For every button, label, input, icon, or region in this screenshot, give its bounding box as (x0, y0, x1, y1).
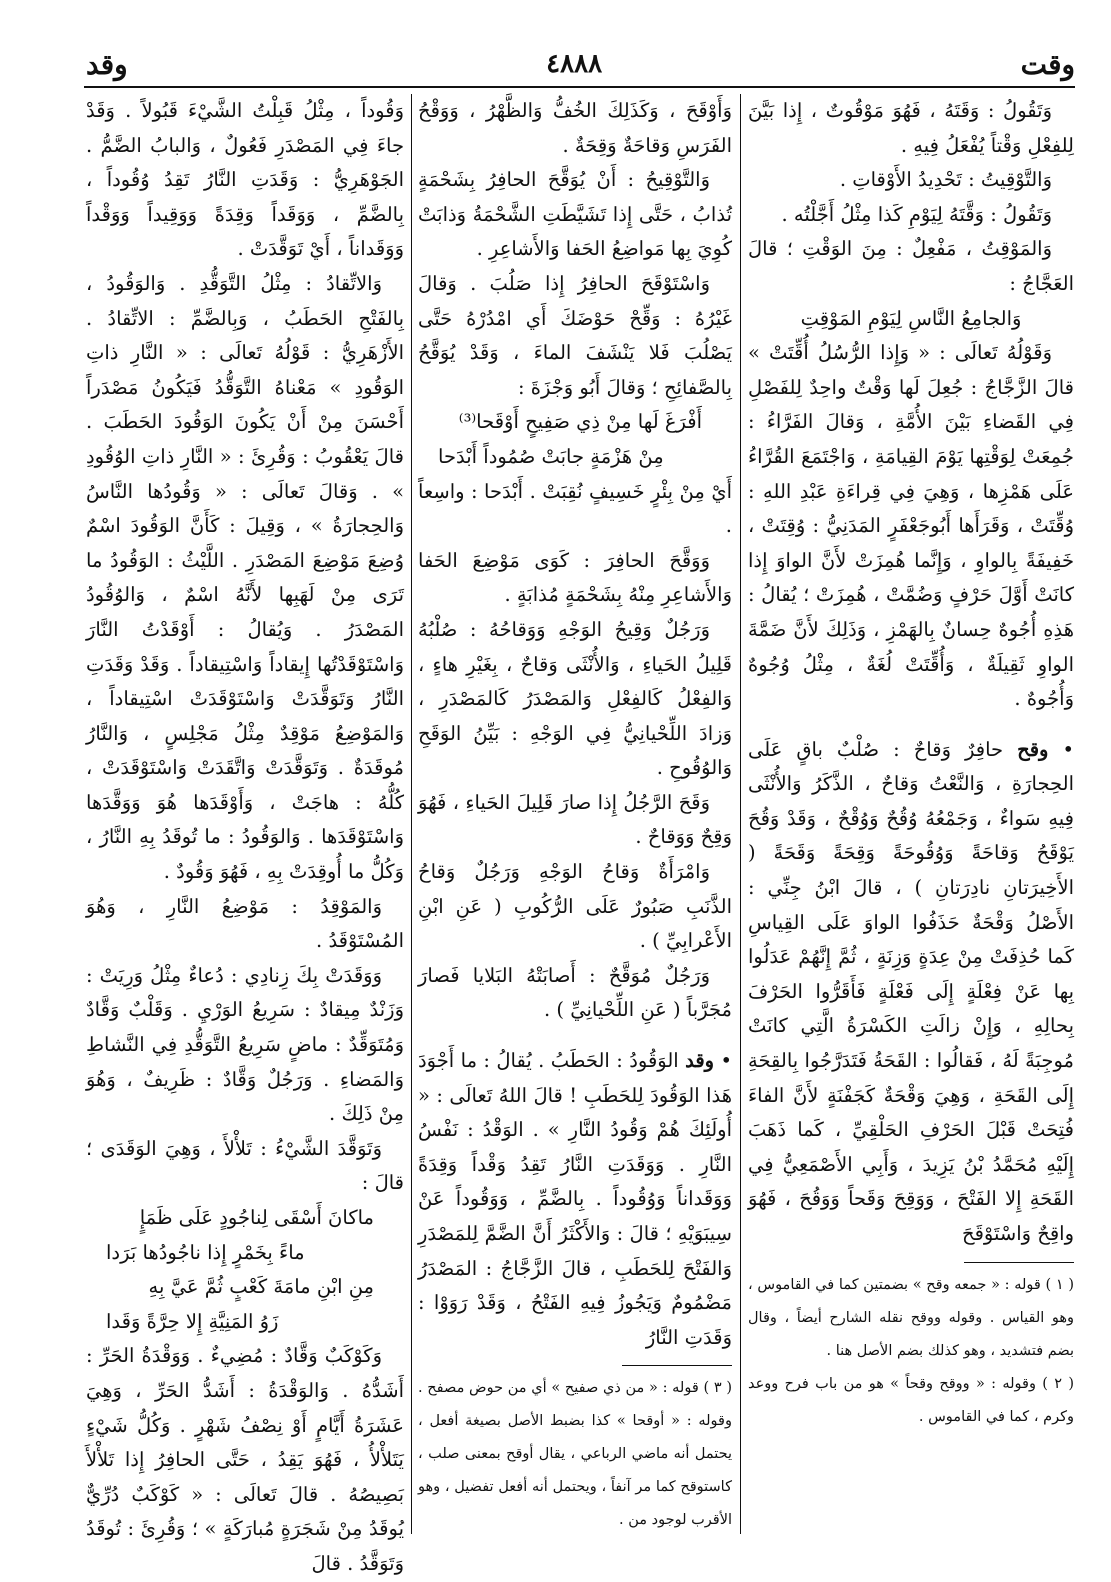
paragraph: أَيْ مِنْ بِئْرٍ خَسِيفٍ نُقِبَتْ . أَبْدَحا : واسِعاً . (418, 479, 732, 538)
paragraph: وَوَقَّحَ الحافِرَ : كَوَى مَوْضِعَ الحَفا وَالأَشاعِرِ مِنْهُ بِشَحْمَةٍ مُذابَةٍ . (418, 548, 732, 607)
paragraph: وَالتَّوْقِيتُ : تَحْدِيدُ الأَوْقاتِ . (839, 168, 1052, 192)
paragraph: وَالتَّوْقِيحُ : أَنْ يُوَقَّحَ الحافِرُ بِشَحْمَةٍ تُذابُ ، حَتَّى إِذا تَشَيَّطَتِ الشَّحْمَةُ وَذابَتْ كُوِيَ بِها مَواضِعُ الحَفا وَالأَشاعِرِ . (418, 168, 732, 261)
paragraph: وَقَحَ الرَّجُلُ إِذا صارَ قَلِيلَ الحَياءِ ، فَهُوَ وَقِحٌ وَوَقاحٌ . (418, 790, 732, 849)
column-divider (740, 94, 741, 1534)
header-rule (84, 86, 1075, 88)
column-middle (418, 94, 732, 1537)
paragraph: وَتَوَقَّدَ الشَّيْءُ : تَلأْلأَ ، وَهِيَ الوَقَدَى ؛ قالَ : (86, 1136, 404, 1195)
paragraph: وَقُوداً ، مِثْلُ قَبِلْتُ الشَّيْءَ قَبُولاً . وَقَدْ جاءَ فِي المَصْدَرِ فَعُولٌ ، وَالبابُ الضَّمُّ . الجَوْهَرِيُّ : وَقَدَتِ النَّارُ تَقِدُ وُقُوداً ، بِالضَّمِّ ، وَوَقَداً وَقِدَةً وَوَقِيداً وَوَقْداً وَوَقَداناً ، أَيْ تَوَقَّدَتْ . (86, 99, 404, 261)
paragraph: وَرَجُلٌ مُوَقَّحٌ : أَصابَتْهُ البَلايا فَصارَ مُجَرَّباً ( عَنِ اللِّحْيانِيِّ ) . (418, 963, 732, 1022)
paragraph: وَالمَوْقِدُ : مَوْضِعُ النَّارِ ، وَهُوَ المُسْتَوْقَدُ . (86, 894, 404, 953)
column-right (748, 94, 1074, 1434)
paragraph: وَامْرَأَةٌ وَقاحُ الوَجْهِ وَرَجُلٌ وَقاحُ الذَّنَبِ صَبُورٌ عَلَى الرُّكُوبِ ( عَنِ ابْنِ الأَعْرابِيِّ ) . (418, 860, 732, 953)
column-divider (411, 94, 412, 1534)
verse-line: مِنْ هَزْمَةٍ جابَتْ صُمُوداً أَبْدَحا (438, 444, 664, 468)
footnote-rule (622, 1365, 732, 1366)
verse-line: ماءً بِخَمْرٍ إِذا ناجُودُها بَرَدا (106, 1240, 305, 1264)
headword-left: وقد (86, 47, 128, 81)
paragraph: وَالمَوْقِتُ ، مَفْعِلٌ : مِنَ الوَقْتِ ؛ قالَ العَجَّاجُ : (748, 237, 1074, 295)
paragraph: وَتَقُولُ : وَقَتَهُ ، فَهُوَ مَوْقُوتٌ ، إِذا بَيَّنَ لِلفِعْلِ وَقْتاً يُفْعَلُ فِيهِ . (748, 99, 1074, 157)
entry-paragraph: • وقح حافِرٌ وَقاحٌ : صُلْبٌ باقٍ عَلَى الحِجارَةِ ، وَالنَّعْتُ وَقاحٌ ، الذَّكَرُ وَالأُنْثَى فِيهِ سَواءٌ ، وَجَمْعُهُ وُقُحٌ وَوُقْحٌ ، وَقَدْ وَقُحَ يَوْقَحُ وَقاحَةً وَوُقُوحَةً وَقِحَةً وَقَحَةً ( الأَخِيرَتانِ نادِرَتانِ ) ، قالَ ابْنُ جِنِّي : الأَصْلُ وَقْحَةٌ حَذَفُوا الواوَ عَلَى القِياسِ كَما حُذِفَتْ مِنْ عِدَةٍ وَزِنَةٍ ، ثُمَّ إِنَّهُمْ عَدَلُوا بِها عَنْ فِعْلَةٍ إِلَى فَعْلَةٍ فَأَقَرُّوا الحَرْفَ بِحالِهِ ، وَإِنْ زالَتِ الكَسْرَةُ الَّتِي كانَتْ مُوجِبَةً لَهُ ، فَقالُوا : القَحَةُ فَتَدَرَّجُوا بِالقِحَةِ إِلَى القَحَةِ ، وَهِيَ وَقْحَةٌ كَجَفْنَةٍ لأَنَّ الفاءَ فُتِحَتْ قَبْلَ الحَرْفِ الحَلْقِيِّ ، كَما ذَهَبَ إِلَيْهِ مُحَمَّدُ بْنُ يَزِيدَ ، وَأَبِي الأَصْمَعِيُّ فِي القَحَةِ إِلا الفَتْحَ ، وَوَقِحَ وَقَحاً وَوَقُحَ ، فَهُوَ واقِحٌ وَاسْتَوْقَحَ (748, 737, 1075, 1245)
page-number: ٤٨٨٨ (546, 49, 603, 79)
paragraph: وَوَقَدَتْ بِكَ زِنادِي : دُعاءٌ مِثْلُ وَرِيَتْ : وَزَنْدٌ مِيقادٌ : سَرِيعُ الوَرْيِ . وَقَلْبٌ وَقَّادٌ وَمُتَوَقِّدٌ : ماضٍ سَرِيعُ التَّوَقُّدِ فِي النَّشاطِ وَالمَضاءِ . وَرَجُلٌ وَقَّادٌ : ظَرِيفٌ ، وَهُوَ مِنْ ذَلِكَ . (86, 963, 404, 1126)
column-left (86, 94, 404, 1582)
entry-text: حافِرٌ وَقاحٌ : صُلْبٌ باقٍ عَلَى الحِجارَةِ ، وَالنَّعْتُ وَقاحٌ ، الذَّكَرُ وَالأُنْثَى فِيهِ سَواءٌ ، وَجَمْعُهُ وُقُحٌ وَوُقْحٌ ، وَقَدْ وَقُحَ يَوْقَحُ وَقاحَةً وَوُقُوحَةً وَقِحَةً وَقَحَةً ( الأَخِيرَتانِ نادِرَتانِ ) ، قالَ ابْنُ جِنِّي : الأَصْلُ وَقْحَةٌ حَذَفُوا الواوَ عَلَى القِياسِ كَما حُذِفَتْ مِنْ عِدَةٍ وَزِنَةٍ ، ثُمَّ إِنَّهُمْ عَدَلُوا بِها عَنْ فِعْلَةٍ إِلَى فَعْلَةٍ فَأَقَرُّوا الحَرْفَ بِحالِهِ ، وَإِنْ زالَتِ الكَسْرَةُ الَّتِي كانَتْ مُوجِبَةً لَهُ ، فَقالُوا : القَحَةُ فَتَدَرَّجُوا بِالقِحَةِ إِلَى القَحَةِ ، وَهِيَ وَقْحَةٌ كَجَفْنَةٍ لأَنَّ الفاءَ فُتِحَتْ قَبْلَ الحَرْفِ الحَلْقِيِّ ، كَما ذَهَبَ إِلَيْهِ مُحَمَّدُ بْنُ يَزِيدَ ، وَأَبِي الأَصْمَعِيُّ فِي القَحَةِ إِلا الفَتْحَ ، وَوَقِحَ وَقَحاً وَوَقُحَ ، فَهُوَ واقِحٌ وَاسْتَوْقَحَ (748, 737, 1074, 1245)
entry-text: الوَقُودُ : الحَطَبُ . يُقالُ : ما أَجْوَدَ هَذا الوَقُودَ لِلحَطَبِ ! قالَ اللهُ تَعالَى : « أُولَئِكَ هُمْ وَقُودُ النَّارِ » . الوَقْدُ : نَفْسُ النَّارِ . وَوَقَدَتِ النَّارُ تَقِدُ وَقْداً وَقِدَةً وَوَقَداناً وَوُقُوداً . بِالضَّمِّ ، وَوَقُوداً عَنْ سِيبَوَيْهِ ؛ قالَ : وَالأَكْثَرُ أَنَّ الضَّمَّ لِلمَصْدَرِ وَالفَتْحَ لِلحَطَبِ ، قالَ الزَّجَّاجُ : المَصْدَرُ مَضْمُومٌ وَيَجُوزُ فِيهِ الفَتْحُ ، وَقَدْ رَوَوْا : وَقَدَتِ النَّارُ (418, 1049, 732, 1349)
paragraph: وَاسْتَوْقَحَ الحافِرُ إِذا صَلُبَ . وَقالَ غَيْرُهُ : وَقِّحْ حَوْضَكَ أَي امْدُرْهُ حَتَّى يَصْلُبَ فَلا يَنْشَفَ الماءَ ، وَقَدْ يُوَقَّحُ بِالصَّفائِحِ ؛ وَقالَ أَبُو وَجْزَةَ : (418, 271, 732, 399)
page-header (86, 44, 1075, 84)
entry-paragraph: • وقد الوَقُودُ : الحَطَبُ . يُقالُ : ما أَجْوَدَ هَذا الوَقُودَ لِلحَطَبِ ! قالَ اللهُ تَعالَى : « أُولَئِكَ هُمْ وَقُودُ النَّارِ » . الوَقْدُ : نَفْسُ النَّارِ . وَوَقَدَتِ النَّارُ تَقِدُ وَقْداً وَقِدَةً وَوَقَداناً وَوُقُوداً . بِالضَّمِّ ، وَوَقُوداً عَنْ سِيبَوَيْهِ ؛ قالَ : وَالأَكْثَرُ أَنَّ الضَّمَّ لِلمَصْدَرِ وَالفَتْحَ لِلحَطَبِ ، قالَ الزَّجَّاجُ : المَصْدَرُ مَضْمُومٌ وَيَجُوزُ فِيهِ الفَتْحُ ، وَقَدْ رَوَوْا : وَقَدَتِ النَّارُ (418, 1049, 733, 1349)
verse-line: زَوُ المَنِيَّةِ إِلا حِرَّةً وَقَدا (106, 1309, 279, 1333)
verse-line: مِنِ ابْنِ مامَةَ كَعْبٍ ثُمَّ عَيَّ بِهِ (148, 1275, 374, 1299)
headword-right: وقت (1020, 47, 1075, 81)
footnote: ( ١ ) قوله : « جمعه وقح » بضمتين كما في القاموس ، وهو القياس . وقوله ووقح نقله الشارح أيضاً ، وقال بضم فتشديد ، وهو كذلك بضم الأصل هنا . (748, 1276, 1074, 1359)
entry-headword: وقد (685, 1049, 715, 1073)
paragraph: وَرَجُلٌ وَقِيحُ الوَجْهِ وَوَقاحُهُ : صُلْبُهُ قَلِيلُ الحَياءِ ، وَالأُنْثَى وَقاحٌ ، بِغَيْرِ هاءٍ ، وَالفِعْلُ كَالفِعْلِ وَالمَصْدَرُ كَالمَصْدَرِ ، وَزادَ اللِّحْيانِيُّ فِي الوَجْهِ : بَيِّنُ الوَقَحِ وَالوُقُوحِ . (418, 617, 732, 780)
verse-line: وَالجامِعُ النَّاسِ لِيَوْمِ المَوْقِتِ (800, 306, 1022, 330)
verse-line: ماكانَ أَسْقَى لِناجُودٍ عَلَى ظَمَإٍ (139, 1206, 374, 1229)
paragraph: وَالاتِّقادُ : مِثْلُ التَّوَقُّدِ . وَالوَقُودُ ، بِالفَتْحِ الحَطَبُ ، وَبِالضَّمِّ : الاتِّقادُ . الأَزْهَرِيُّ : قَوْلُهُ تَعالَى : « النَّارِ ذاتِ الوَقُودِ » مَعْناهُ التَّوَقُّدُ فَيَكُونُ مَصْدَراً أَحْسَنَ مِنْ أَنْ يَكُونَ الوَقُودَ الحَطَبَ . قالَ يَعْقُوبُ : وَقُرِئَ : « النَّارِ ذاتِ الوُقُودِ » . وَقالَ تَعالَى : « وَقُودُها النَّاسُ وَالحِجارَةُ » ، وَقِيلَ : كَأَنَّ الوَقُودَ اسْمٌ وُضِعَ مَوْضِعَ المَصْدَرِ . اللَّيْثُ : الوَقُودُ ما تَرَى مِنْ لَهَبِها لأَنَّهُ اسْمٌ ، وَالوُقُودُ المَصْدَرُ . وَيُقالُ : أَوْقَدْتُ النَّارَ وَاسْتَوْقَدْتُها إِيقاداً وَاسْتِيقاداً . وَقَدْ وَقَدَتِ النَّارُ وَتَوَقَّدَتْ وَاسْتَوْقَدَتْ اسْتِيقاداً ، وَالمَوْضِعُ مَوْقِدٌ مِثْلُ مَجْلِسٍ ، وَالنَّارُ مُوقَدَةٌ . وَتَوَقَّدَتْ وَاتَّقَدَتْ وَاسْتَوْقَدَتْ ، كُلُّهُ : هاجَتْ ، وَأَوْقَدَها هُوَ وَوَقَّدَها وَاسْتَوْقَدَها . وَالوَقُودُ : ما تُوقَدُ بِهِ النَّارُ ، وَكُلُّ ما أُوقِدَتْ بِهِ ، فَهُوَ وَقُودٌ . (86, 271, 404, 884)
entry-headword: وقح (1017, 737, 1049, 761)
paragraph: وَقَوْلُهُ تَعالَى : « وَإِذا الرُّسُلُ أُقِّتَتْ » قالَ الزَّجَّاجُ : جُعِلَ لَها وَقْتٌ واحِدٌ لِلفَصْلِ فِي القَضاءِ بَيْنَ الأُمَّةِ ، وَقالَ الفَرَّاءُ : جُمِعَتْ لِوَقْتِها يَوْمَ القِيامَةِ ، وَاجْتَمَعَ القُرَّاءُ عَلَى هَمْزِها ، وَهِيَ فِي قِراءَةِ عَبْدِ اللهِ : وُقِّتَتْ ، وَقَرَأَها أَبُوجَعْفَرٍ المَدَنِيُّ : وُقِتَتْ ، خَفِيفَةً بِالواوِ ، وَإِنَّما هُمِزَتْ لأَنَّ الواوَ إِذا كانَتْ أَوَّلَ حَرْفٍ وَضُمَّتْ ، هُمِزَتْ ؛ يُقالُ : هَذِهِ أُجُوهٌ حِسانٌ بِالهَمْزِ ، وَذَلِكَ لأَنَّ ضَمَّةَ الواوِ ثَقِيلَةٌ ، وَأُقِّتَتْ لُغَةٌ ، مِثْلُ وُجُوهٌ وَأُجُوهٌ . (748, 341, 1074, 711)
footnote-rule (964, 1262, 1074, 1263)
paragraph: وَتَقُولُ : وَقَّتَهُ لِيَوْمِ كَذا مِثْلُ أَجَّلْتُه . (781, 202, 1052, 226)
verse-line: أَفْرَغَ لَها مِنْ ذِي صَفِيحٍ أَوْقَحا⁽³⁾ (458, 410, 702, 434)
paragraph: وَكَوْكَبٌ وَقَّادٌ : مُضِيءٌ . وَوَقْدَةُ الحَرِّ : أَشَدُّهُ . وَالوَقْدَةُ : أَشَدُّ الحَرِّ ، وَهِيَ عَشَرَةُ أَيَّامٍ أَوْ نِصْفُ شَهْرٍ . وَكُلُّ شَيْءٍ يَتَلأْلأُ ، فَهُوَ يَقِدُ ، حَتَّى الحافِرُ إِذا تَلأْلأَ بَصِيصُهُ . قالَ تَعالَى : « كَوْكَبٌ دُرِّيٌّ يُوقَدُ مِنْ شَجَرَةٍ مُبارَكَةٍ » ؛ وَقُرِئَ : تُوقَدُ وَتَوَقَّدُ . قالَ (86, 1344, 404, 1575)
footnote: ( ٢ ) وقوله : « ووقح وقحاً » هو من باب فرح ووعد وكرم ، كما في القاموس . (748, 1375, 1074, 1425)
footnote: ( ٣ ) قوله : « من ذي صفيح » أي من حوض مصفح . وقوله : « أوقحا » كذا بضبط الأصل بصيغة أفعل ، يحتمل أنه ماضي الرباعي ، يقال أوقح بمعنى صلب ، كاستوقح كما مر آنفاً ، ويحتمل أنه أفعل تفضيل ، وهو الأقرب لوجود من . (418, 1380, 732, 1529)
paragraph: وَأَوْقَحَ ، وَكَذَلِكَ الخُفُّ وَالظَّهْرُ ، وَوَقْحُ الفَرَسِ وَقاحَةٌ وَقِحَةٌ . (418, 99, 732, 157)
